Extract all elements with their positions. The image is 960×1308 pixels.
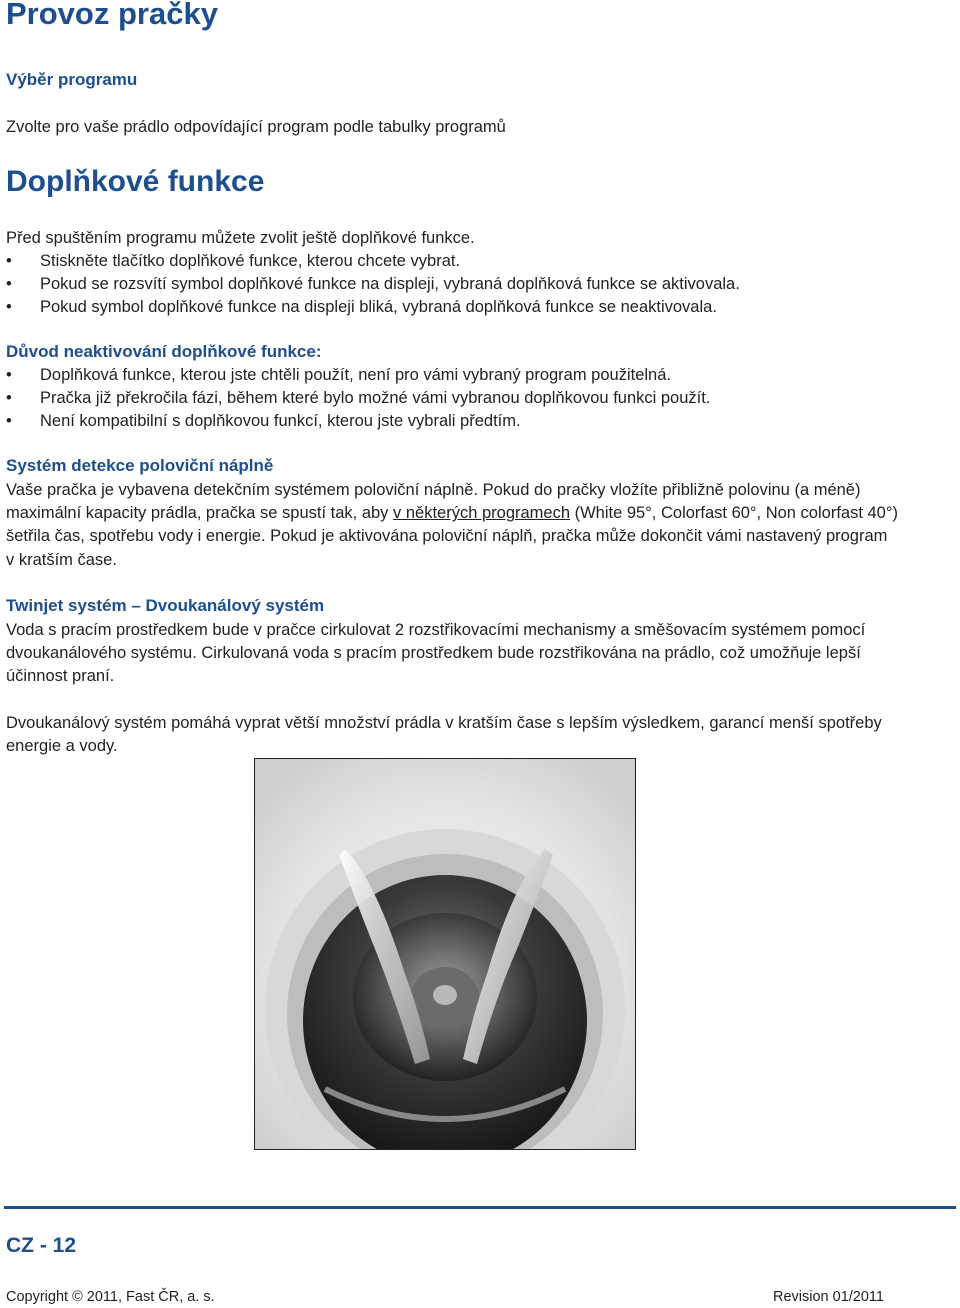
list-item: • Není kompatibilní s doplňkovou funkcí, kterou jste vybrali předtím. [6,412,521,431]
list-item: • Doplňková funkce, kterou jste chtěli použít, není pro vámi vybraný program použitelná. [6,366,671,384]
twinjet-text: Voda s pracím prostředkem bude v pračce cirkulovat 2 rozstřikovacími mechanismy a směšovacím systémem pomocí dvoukanálového systému. Cirkulovaná voda s pracím prostředkem bude rozstřikována na prádlo, což umožňuje lepší účinnost praní. [6,621,866,686]
list-item: • Pokud symbol doplňkové funkce na displeji bliká, vybraná doplňková funkce se neaktivovala. [6,298,717,317]
page-number: CZ - 12 [6,1234,77,1257]
program-heading: Výběr programu [6,70,138,89]
extra-bullet-list [6,250,920,320]
copyright: Copyright © 2011, Fast ČR, a. s. [6,1289,215,1305]
half-load-heading: Systém detekce poloviční náplně [6,456,274,475]
washing-drum-photo [254,758,636,1150]
extra-functions-heading: Doplňkové funkce [6,165,265,198]
reason-heading: Důvod neaktivování doplňkové funkce: [6,342,322,361]
half-load-text: Vaše pračka je vybavena detekčním systémem poloviční náplně. Pokud do pračky vložíte přibližně polovinu (a méně) maximální kapacity prádla, pračka se spustí tak, aby v některých programech (White 95°, Colorfast 60°, Non colorfast 40°) šetřila čas, spotřebu vody i energie. Pokud je aktivována poloviční náplň, pračka může dokončit vámi nastavený program v kratším čase. [6,481,898,569]
twinjet-text-2: Dvoukanálový systém pomáhá vyprat větší množství prádla v kratším čase s lepším výsledkem, garancí menší spotřeby energie a vody. [6,714,882,756]
page-title: Provoz pračky [6,0,218,31]
list-item: • Pokud se rozsvítí symbol doplňkové funkce na displeji, vybraná doplňková funkce se aktivovala. [6,275,740,294]
twinjet-heading: Twinjet systém – Dvoukanálový systém [6,596,325,615]
list-item: • Stiskněte tlačítko doplňkové funkce, kterou chcete vybrat. [6,252,461,270]
reason-bullet-list [6,364,920,434]
programs-link: v některých programech [393,504,571,523]
extra-intro: Před spuštěním programu můžete zvolit ještě doplňkové funkce. [6,229,475,247]
drum-image [255,759,635,1149]
revision: Revision 01/2011 [773,1289,884,1305]
list-item: • Pračka již překročila fázi, během které bylo možné vámi vybranou doplňkovou funkci použít. [6,389,711,408]
program-text: Zvolte pro vaše prádlo odpovídající program podle tabulky programů [6,118,506,136]
footer-rule [4,1206,956,1209]
